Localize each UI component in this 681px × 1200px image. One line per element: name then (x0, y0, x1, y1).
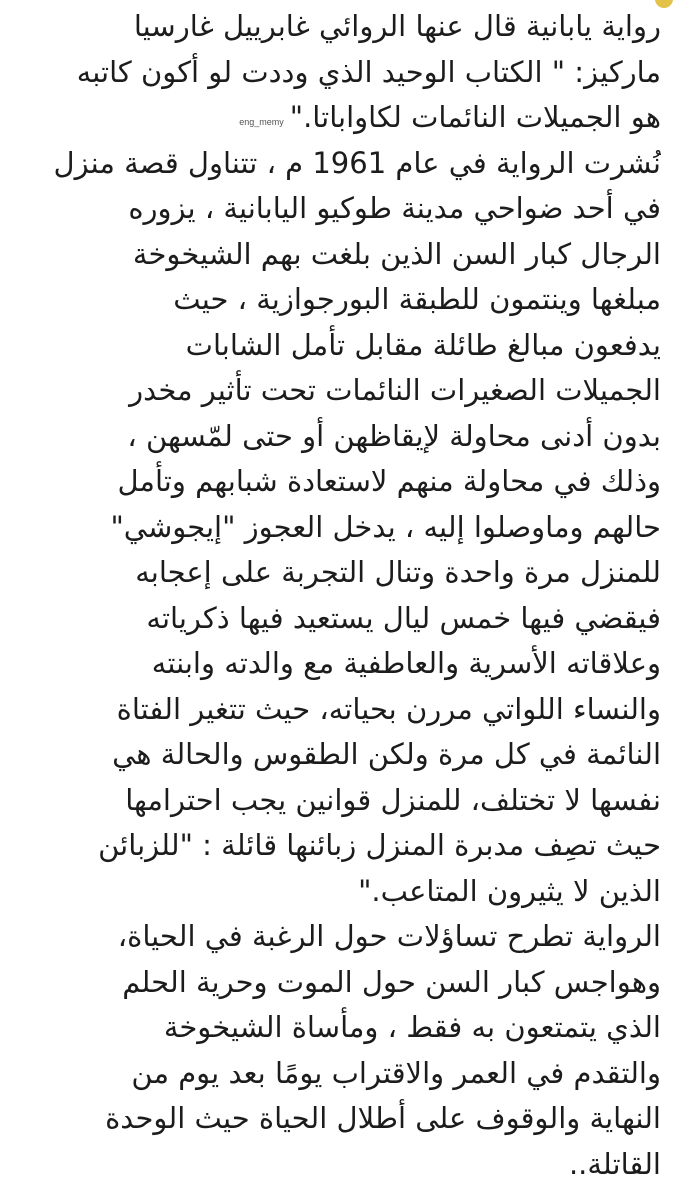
text-line: رواية يابانية قال عنها الروائي غابرييل غارسيا (133, 9, 661, 43)
watermark-label: eng_memy (239, 117, 284, 128)
text-line: الذي يتمتعون به فقط ، ومأساة الشيخوخة (163, 1010, 661, 1044)
text-line: الذين لا يثيرون المتاعب." (358, 873, 661, 908)
text-line: وهواجس كبار السن حول الموت وحرية الحلم (122, 964, 661, 999)
text-line: والنساء اللواتي مررن بحياته، حيث تتغير الفتاة (116, 691, 661, 726)
text-line: للمنزل مرة واحدة وتنال التجربة على إعجابه (135, 555, 661, 589)
text-line: يدفعون مبالغ طائلة مقابل تأمل الشابات (185, 327, 661, 362)
text-line: حيث تصِف مدبرة المنزل زبائنها قائلة : "للزبائن (98, 828, 661, 862)
text-line: وذلك في محاولة منهم لاستعادة شبابهم وتأمل (117, 464, 661, 498)
text-line: نفسها لا تختلف، للمنزل قوانين يجب احترامها (125, 782, 661, 817)
text-line: الجميلات الصغيرات النائمات تحت تأثير مخدر (129, 373, 661, 407)
text-line: بدون أدنى محاولة لإيقاظهن أو حتى لمّسهن ، (127, 418, 661, 453)
text-line: مبلغها وينتمون للطبقة البورجوازية ، حيث (173, 282, 661, 316)
text-line: في أحد ضواحي مدينة طوكيو اليابانية ، يزوره (128, 191, 661, 225)
text-line: والتقدم في العمر والاقتراب يومًا بعد يوم من (131, 1055, 661, 1090)
text-line: هو الجميلات النائمات لكاواباتا." (289, 100, 661, 134)
text-line: ماركيز: " الكتاب الوحيد الذي وددت لو أكون كاتبه (76, 54, 661, 89)
text-line: الرجال كبار السن الذين بلغت بهم الشيخوخة (132, 236, 661, 271)
text-line: حالهم وماوصلوا إليه ، يدخل العجوز "إيجوشي" (110, 509, 661, 544)
text-line: وعلاقاته الأسرية والعاطفية مع والدته وابنته (151, 646, 661, 680)
text-line: فيقضي فيها خمس ليال يستعيد فيها ذكرياته (146, 600, 661, 635)
text-line: النهاية والوقوف على أطلال الحياة حيث الوحدة (105, 1101, 661, 1135)
text-line: النائمة في كل مرة ولكن الطقوس والحالة هي (112, 737, 661, 771)
text-line: الرواية تطرح تساؤلات حول الرغبة في الحياة، (117, 919, 661, 953)
article-text (30, 4, 661, 1187)
text-line: نُشرت الرواية في عام 1961 م ، تتناول قصة منزل (53, 145, 661, 180)
text-line: القاتلة.. (568, 1146, 661, 1181)
text-line-with-watermark (30, 95, 661, 141)
